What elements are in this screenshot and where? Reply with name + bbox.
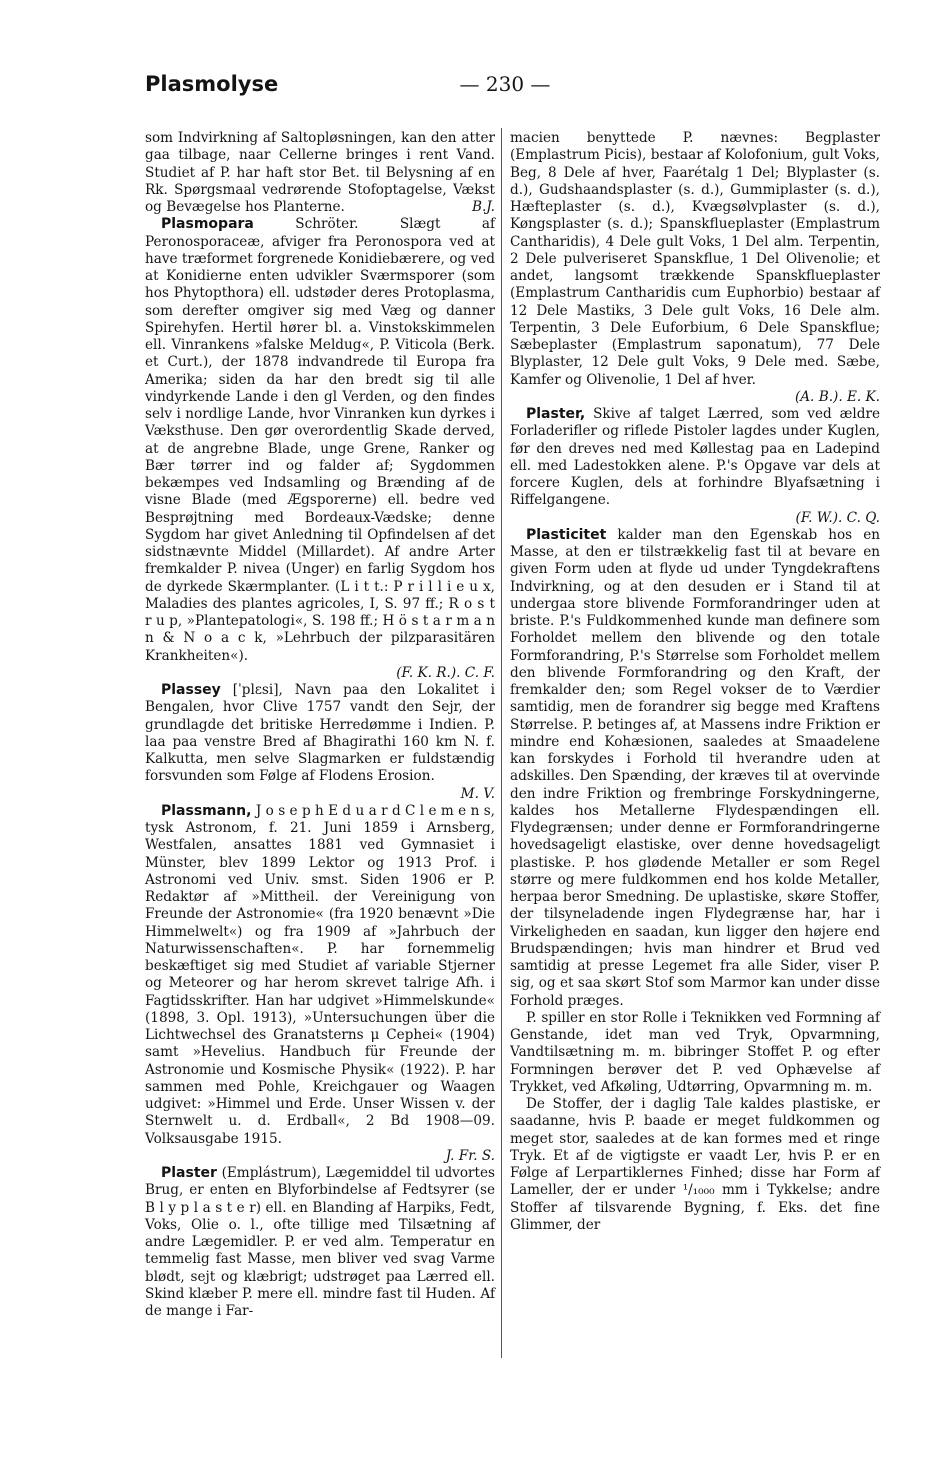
paragraph: P. spiller en stor Rolle i Teknikken ved Formning af Genstande, idet man ved Tryk, Opvarmning, Vandtilsætning m. m. bibringer Stoffet P. og efter Formningen berøver det P. ved Ophævelse af Trykket, ved Afkøling, Udtørring, Opvarmning m. m.	[510, 1009, 880, 1095]
entry-plaster-continuation	[510, 130, 880, 406]
page-number: — 230 —	[459, 72, 551, 96]
author-signature: B.J.	[471, 199, 495, 215]
entry-headword: Plassmann,	[161, 802, 252, 819]
entry-plassey	[145, 682, 495, 803]
author-signature: (A. B.). E. K.	[794, 388, 880, 405]
entry-text: (Emplástrum), Lægemiddel til udvortes Brug, er enten en Blyforbindelse af Fedtsyrer (se B l y p l a s t e r) ell. en Blanding af Harpiks, Fedt, Voks, Olie o. l., ofte tillige med Tilsætning af andre Lægemidler. P. er ved alm. Temperatur en temmelig fast Masse, men bliver ved svag Varme blødt, sejt og klæbrigt; udstrøget paa Lærred ell. Skind klæber P. mere ell. mindre fast til Huden. Af de mange i Far-	[145, 1165, 495, 1319]
author-signature: J. Fr. S.	[445, 1147, 495, 1164]
entry-headword: Plaster	[161, 1165, 217, 1181]
entry-plasticitet	[510, 527, 880, 1010]
page-header	[145, 72, 890, 104]
author-signature: M. V.	[460, 785, 495, 802]
entry-text: som Indvirkning af Saltopløsningen, kan den atter gaa tilbage, naar Cellerne bringes i rent Vand. Studiet af P. har haft stor Bet. til Belysning af en Rk. Spørgsmaal vedrørende Stofoptagelse, Vækst og Bevægelse hos Planterne.	[145, 130, 495, 215]
author-signature: (F. W.). C. Q.	[795, 509, 880, 526]
running-head-word: Plasmolyse	[145, 72, 279, 96]
entry-plaster-2	[510, 406, 880, 527]
entry-text: Schröter. Slægt af Peronosporaceæ, afviger fra Peronospora ved at have træformet forgrenede Konidiebærere, og ved at Konidierne enten udvikler Sværmsporer (som hos Phytopthora) ell. udstøder deres Protoplasma, som derefter omgiver sig med Væg og danner Spirehyfen. Hertil hører bl. a. Vinstokskimmelen ell. Vinrankens »falske Meldug«, P. Viticola (Berk. et Curt.), der 1878 indvandrede til Europa fra Amerika; siden da har den bredt sig til alle vindyrkende Lande i den gl Verden, og den findes selv i nordlige Lande, hvor Vinranken kun dyrkes i Væksthuse. Den gør overordentlig Skade derved, at de angrebne Blade, unge Grene, Ranker og Bær tørrer ind og falder af; Sygdommen bekæmpes ved Indsamling og Brænding af de visne Blade (med Ægsporerne) ell. bedre ved Besprøjtning med Bordeaux-Vædske; denne Sygdom har givet Anledning til Opfindelsen af det sidstnævnte Middel (Millardet). Af andre Arter fremkalder P. nivea (Unger) en farlig Sygdom hos de dyrkede Skærmplanter. (L i t t.: P r i l l i e u x, Maladies des plantes agricoles, I, S. 97 ff.; R o s t r u p, »Plantepatologi«, S. 198 ff.; H ö s t a r m a n n & N o a c k, »Lehrbuch der pilzparasitären Krankheiten«).	[145, 216, 496, 664]
entry-headword: Plasticitet	[526, 526, 607, 543]
entry-headword: Plaster,	[526, 406, 586, 422]
entry-text: macien benyttede P. nævnes: Begplaster (Emplastrum Picis), bestaar af Kolofonium, gult Voks, Beg, 8 Dele af hver, Faarétalg 1 Del; Blyplaster (s. d.), Gudshaandsplaster (s. d.), Gummiplaster (s. d.), Hæfteplaster (s. d.), Kvægsølvplaster (s. d.), Køngsplaster (s. d.); Spanskflueplaster (Emplastrum Cantharidis), 4 Dele gult Voks, 1 Del alm. Terpentin, 2 Dele pulveriseret Spanskflue, 1 Del Olivenolie; et andet, langsomt trækkende Spanskflueplaster (Emplastrum Cantharidis cum Euphorbio) bestaar af 12 Dele Mastiks, 3 Dele gult Voks, 16 Dele alm. Terpentin, 3 Dele Euforbium, 6 Dele Spanskflue; Sæbeplaster (Emplastrum saponatum), 77 Dele Blyplaster, 12 Dele gult Voks, 9 Dele med. Sæbe, Kamfer og Olivenolie, 1 Del af hver.	[510, 130, 880, 388]
entry-text: J o s e p h E d u a r d C l e m e n s, tysk Astronom, f. 21. Juni 1859 i Arnsberg, Westfalen, ansattes 1881 ved Gymnasiet i Münster, blev 1899 Lektor og 1913 Prof. i Astronomi ved Univ. smst. Siden 1906 er P. Redaktør af »Mittheil. der Vereinigung von Freunde der Astronomie« (fra 1920 benævnt »Die Himmelwelt«) og fra 1909 af »Jahrbuch der Naturwissenschaften«. P. har fornemmelig beskæftiget sig med Studiet af variable Stjerner og Meteorer og har herom skrevet talrige Afh. i Fagtidsskrifter. Han har udgivet »Himmelskunde« (1898, 3. Opl. 1913), »Untersuchungen über die Lichtwechsel des Granatsterns μ Cephei« (1904) samt »Hevelius. Handbuch für Freunde der Astronomie und Kosmische Physik« (1922). P. har sammen med Pohle, Kreichgauer og Waagen udgivet: »Himmel und Erde. Unser Wissen v. der Sternwelt u. d. Erdball«, 2 Bd 1908—09. Volksausgabe 1915.	[145, 802, 495, 1147]
entry-plassmann	[145, 803, 495, 1165]
author-signature: (F. K. R.). C. F.	[396, 664, 495, 681]
entry-plaster	[145, 1165, 495, 1320]
entry-text: kalder man den Egenskab hos en Masse, at den er tilstrækkelig fast til at bevare en given Form uden at flyde ud under Tyngdekraftens Indvirkning, og at den desuden er i Stand til at undergaa store blivende Formforandringer uden at briste. P.'s Fuldkommenhed kunde man definere som Forholdet mellem den blivende og den totale Formforandring, P.'s Størrelse som Forholdet mellem den blivende Formforandring og den Kraft, der fremkalder den; som Regel vokser de to Værdier samtidig, men de forandrer sig begge med Kraftens Størrelse. P. betinges af, at Massens indre Friktion er mindre end Kohæsionen, saaledes at Smaadelene kan forskydes i Forhold til hverandre uden at adskilles. Den Spænding, der kræves til at overvinde den indre Friktion og frembringe Forskydningerne, kaldes hos Metallerne Flydespændingen ell. Flydegrænsen; under denne er Formforandringerne hovedsageligt elastiske, over denne hovedsageligt plastiske. P. hos glødende Metaller er som Regel større og mere fuldkommen end hos kolde Metaller, herpaa beror Smedning. De uplastiske, skøre Stoffer, der tilsyneladende ingen Flydegrænse har, har i Virkeligheden en saadan, kun ligger den højere end Brudspændingen; hvis man hindrer et Brud ved samtidig at presse Legemet fra alle Sider, viser P. sig, og et saa skørt Stof som Marmor kan under disse Forhold præges.	[510, 526, 880, 1009]
column-divider	[501, 128, 502, 1358]
left-column	[145, 130, 495, 1320]
entry-plasmopara	[145, 216, 495, 682]
entry-text: Skive af talget Lærred, som ved ældre Forladerifler og riflede Pistoler lagdes under Kuglen, før den dreves ned med Køllestag paa en Ladepind ell. med Ladestokken alene. P.'s Opgave var dels at forcere Kuglen, dels at forhindre Blyafsætning i Riffelgangene.	[510, 406, 880, 509]
entry-text: [ˈplɛsi], Navn paa den Lokalitet i Bengalen, hvor Clive 1757 vandt den Sejr, der grundlagde det britiske Herredømme i Indien. P. laa paa venstre Bred af Bhagirathi 160 km N. f. Kalkutta, men selve Slagmarken er fuldstændig forsvunden som Følge af Flodens Erosion.	[145, 682, 495, 785]
entry-headword: Plassey	[161, 682, 221, 698]
entry-headword: Plasmopara	[161, 216, 254, 233]
paragraph: De Stoffer, der i daglig Tale kaldes plastiske, er saadanne, hvis P. baade er meget fuldkommen og meget stor, saaledes at de kan formes med et ringe Tryk. Et af de vigtigste er vaadt Ler, hvis P. er en Følge af Lerpartiklernes Finhed; disse har Form af Lameller, der er under ¹/₁₀₀₀ mm i Tykkelse; andre Stoffer af tilsvarende Bygning, f. Eks. det fine Glimmer, der	[510, 1096, 880, 1233]
entry-plasmolyse-continuation	[145, 130, 495, 216]
right-column	[510, 130, 880, 1234]
